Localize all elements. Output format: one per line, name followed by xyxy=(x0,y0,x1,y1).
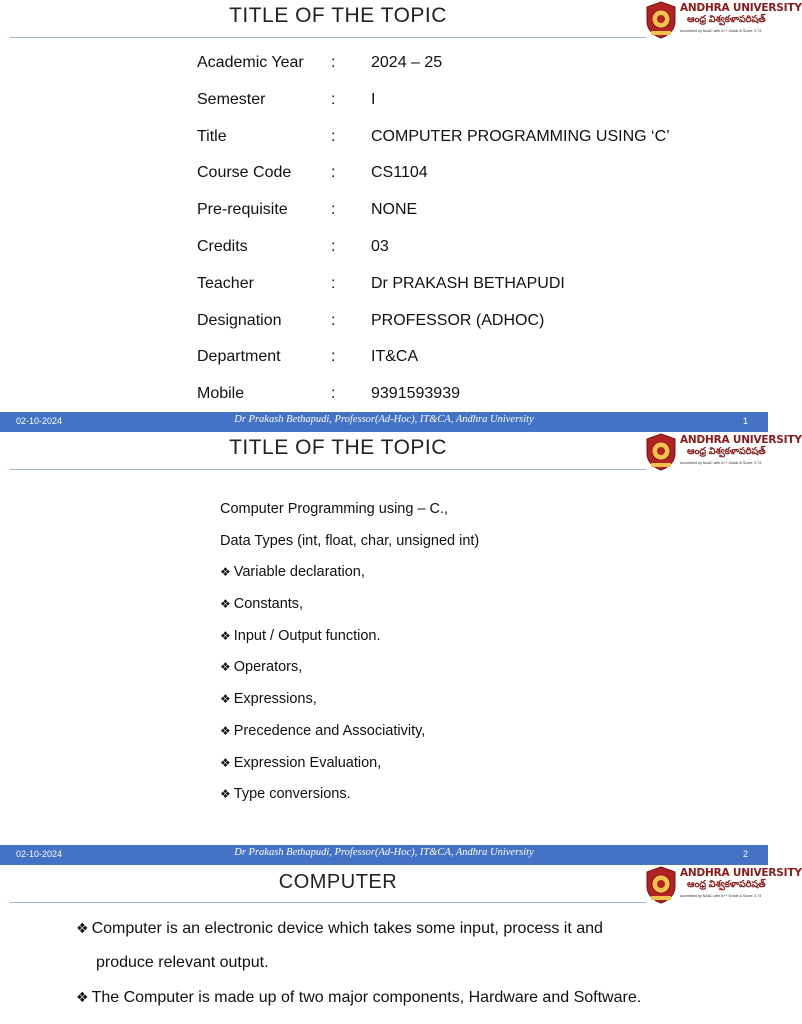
info-value: COMPUTER PROGRAMMING USING ‘C’ xyxy=(371,127,670,145)
footer-date: 02-10-2024 xyxy=(16,849,63,859)
footer-date: 02-10-2024 xyxy=(16,416,63,426)
info-value: 2024 – 25 xyxy=(371,54,443,71)
footer-author: Dr Prakash Bethapudi, Professor(Ad-Hoc), IT&CA, Andhra University xyxy=(234,414,534,425)
list-item-text: Variable declaration, xyxy=(233,564,365,581)
info-value: Dr PRAKASH BETHAPUDI xyxy=(371,274,565,292)
slide-title: TITLE OF THE TOPIC xyxy=(229,4,447,27)
university-name-telugu: ఆంధ్ర విశ్వకళాపరిషత్ xyxy=(687,879,766,890)
topic-intro: Data Types (int, float, char, unsigned int) xyxy=(220,532,480,549)
info-value: PROFESSOR (ADHOC) xyxy=(371,311,545,329)
list-item xyxy=(220,621,479,653)
list-item xyxy=(220,684,479,716)
list-item xyxy=(76,980,736,1015)
info-value: IT&CA xyxy=(371,348,419,366)
list-item-text: Expression Evaluation, xyxy=(233,754,382,771)
university-logo xyxy=(645,0,802,44)
university-name-telugu: ఆంధ్ర విశ్వకళాపరిషత్ xyxy=(687,14,766,25)
slide-title: COMPUTER xyxy=(278,871,398,893)
info-colon: : xyxy=(331,54,336,71)
list-item-text: Expressions, xyxy=(233,691,317,708)
info-label: Academic Year xyxy=(197,54,304,71)
list-item-text: Computer is an electronic device which takes some input, process it and xyxy=(91,920,603,937)
bullet-icon: ❖ xyxy=(220,565,231,580)
info-colon: : xyxy=(331,385,336,403)
topic-list xyxy=(220,494,479,811)
info-colon: : xyxy=(331,201,336,219)
university-name: ANDHRA UNIVERSITY xyxy=(680,434,802,446)
accreditation-text: Accredited by NAAC with A++ Grade & Score: 3.74 xyxy=(680,461,762,465)
info-label: Pre-requisite xyxy=(197,201,288,219)
title-divider xyxy=(10,902,646,903)
list-item xyxy=(220,557,479,589)
list-item xyxy=(220,589,479,621)
title-divider xyxy=(10,469,646,470)
info-value: 9391593939 xyxy=(371,385,460,403)
bullet-icon: ❖ xyxy=(220,692,231,707)
list-item xyxy=(220,716,479,748)
bullet-icon: ❖ xyxy=(220,628,231,643)
university-name: ANDHRA UNIVERSITY xyxy=(680,867,802,879)
info-colon: : xyxy=(331,237,336,255)
slide-title: TITLE OF THE TOPIC xyxy=(229,436,447,459)
bullet-icon: ❖ xyxy=(220,787,231,802)
slide-1 xyxy=(0,0,802,432)
info-label: Credits xyxy=(197,237,248,255)
university-seal-icon xyxy=(645,866,677,904)
info-colon: : xyxy=(331,311,336,329)
page-number: 1 xyxy=(742,416,748,426)
info-label: Course Code xyxy=(197,164,292,182)
list-item xyxy=(220,748,479,780)
info-colon: : xyxy=(331,274,336,292)
list-item-text: The Computer is made up of two major components, Hardware and Software. xyxy=(91,989,642,1006)
list-item-continuation: produce relevant output. xyxy=(96,953,269,971)
slide-footer xyxy=(0,412,768,432)
info-label: Title xyxy=(197,127,227,145)
university-seal-icon xyxy=(645,433,677,471)
info-value: I xyxy=(371,90,376,108)
info-label: Teacher xyxy=(197,274,254,292)
university-name-telugu: ఆంధ్ర విశ్వకళాపరిషత్ xyxy=(687,446,766,457)
info-colon: : xyxy=(331,127,336,145)
list-item xyxy=(220,779,479,811)
bullet-icon: ❖ xyxy=(220,755,231,770)
info-value: CS1104 xyxy=(371,164,428,182)
topic-intro: Computer Programming using – C., xyxy=(220,501,449,517)
university-logo xyxy=(645,432,802,476)
list-item-text: Type conversions. xyxy=(233,786,351,803)
info-label: Designation xyxy=(197,311,282,329)
info-colon: : xyxy=(331,348,336,366)
list-item xyxy=(220,652,479,684)
slide-3 xyxy=(0,865,802,1024)
info-label: Mobile xyxy=(197,385,245,403)
bullet-icon: ❖ xyxy=(220,723,231,738)
bullet-icon: ❖ xyxy=(220,660,231,675)
accreditation-text: Accredited by NAAC with A++ Grade & Score: 3.74 xyxy=(680,29,762,33)
info-value: NONE xyxy=(371,201,418,219)
list-item xyxy=(76,911,736,946)
list-item-text: Operators, xyxy=(233,659,303,676)
slide-2 xyxy=(0,432,802,865)
list-item-text: Precedence and Associativity, xyxy=(233,722,426,739)
slide-footer xyxy=(0,845,768,865)
slide-body xyxy=(76,911,736,1015)
accreditation-text: Accredited by NAAC with A++ Grade & Score: 3.74 xyxy=(680,894,762,898)
bullet-icon: ❖ xyxy=(76,920,89,936)
university-seal-icon xyxy=(645,1,677,39)
info-colon: : xyxy=(331,90,336,108)
page-number: 2 xyxy=(742,849,748,859)
list-item-text: Input / Output function. xyxy=(233,627,381,644)
bullet-icon: ❖ xyxy=(220,597,231,612)
title-divider xyxy=(10,37,646,38)
info-colon: : xyxy=(331,164,336,182)
info-value: 03 xyxy=(371,237,389,255)
footer-author: Dr Prakash Bethapudi, Professor(Ad-Hoc), IT&CA, Andhra University xyxy=(234,847,534,858)
info-label: Semester xyxy=(197,90,266,108)
bullet-icon: ❖ xyxy=(76,989,89,1005)
info-label: Department xyxy=(197,348,281,366)
university-name: ANDHRA UNIVERSITY xyxy=(680,2,802,14)
list-item-text: Constants, xyxy=(233,596,304,613)
university-logo xyxy=(645,865,802,909)
